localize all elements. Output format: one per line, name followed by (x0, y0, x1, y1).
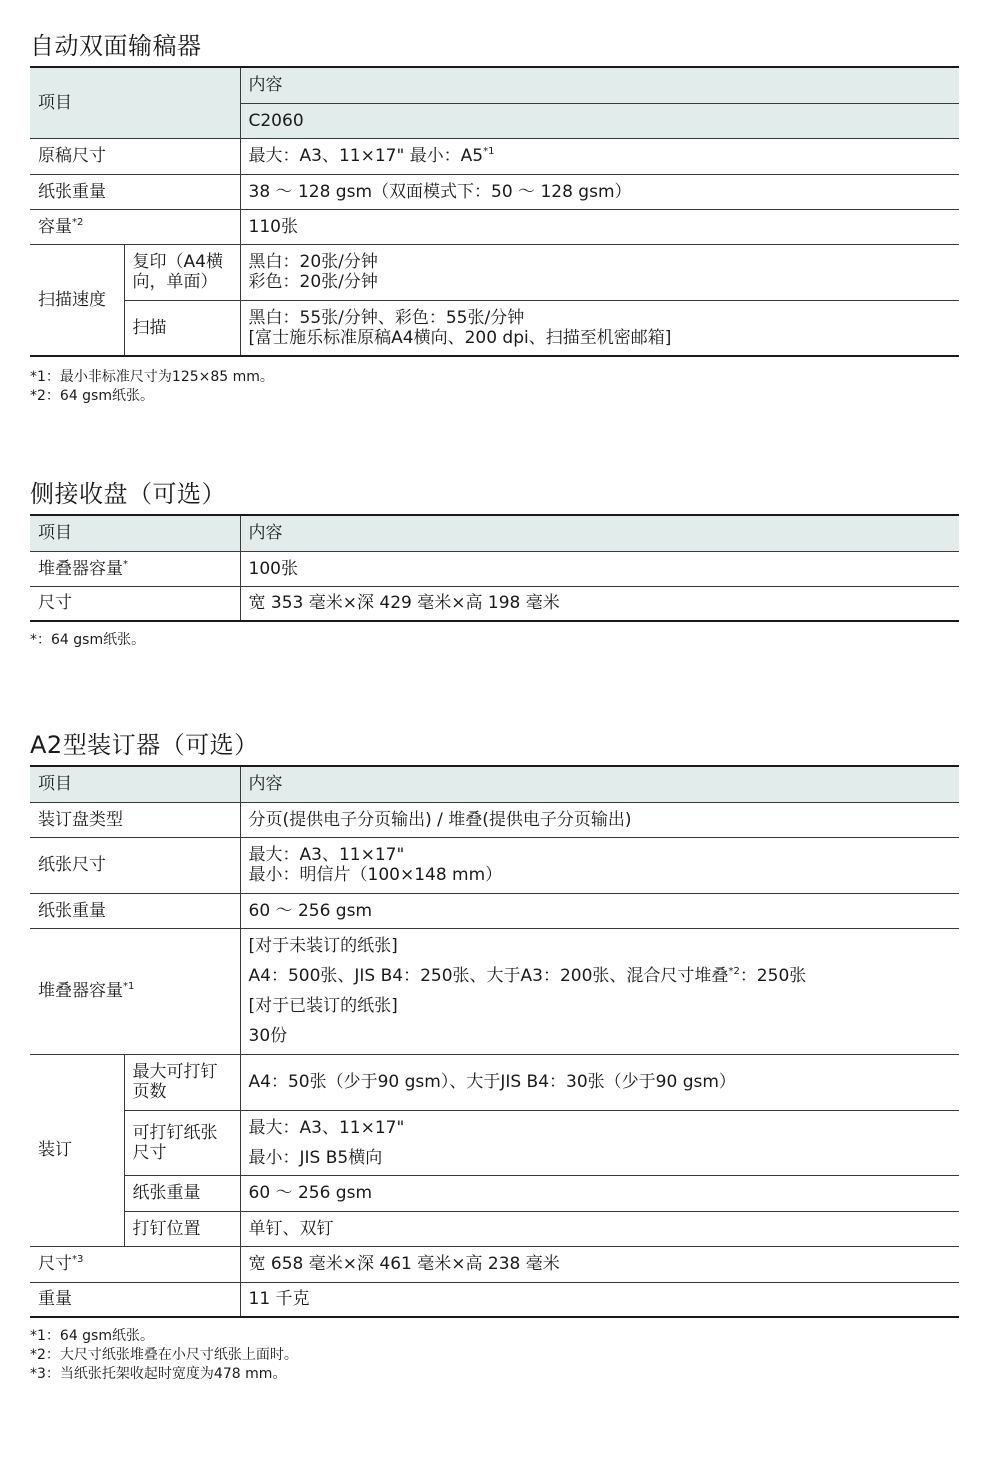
label-staple-paper-size: 可打钉纸张尺寸 (124, 1110, 240, 1175)
header-content: 内容 (240, 515, 959, 551)
adf-title: 自动双面输稿器 (30, 32, 202, 60)
footnote: *：64 gsm纸张。 (30, 632, 146, 648)
value-dimensions: 宽 353 毫米×深 429 毫米×高 198 毫米 (240, 586, 959, 621)
label-stacker-capacity: 堆叠器容量$^{*1}$ (30, 928, 240, 1054)
header-content: 内容 (240, 67, 959, 103)
side-tray-footnotes (30, 631, 145, 650)
header-content: 内容 (240, 766, 959, 802)
header-item: 项目 (30, 67, 240, 138)
value-mass: 11 千克 (240, 1282, 959, 1317)
footnote: *1：最小非标准尺寸为125×85 mm。 (30, 369, 274, 385)
label-copy-a4: 复印（A4横向，单面） (124, 244, 240, 300)
label-stacker-capacity: 堆叠器容量* (30, 551, 240, 586)
footnote: *3：当纸张托架收起时宽度为478 mm。 (30, 1366, 287, 1382)
label-tray-type: 装订盘类型 (30, 802, 240, 837)
value-staple-paper-size: 最大：A3、11×17" 最小：JIS B5横向 (240, 1110, 959, 1175)
label-scan-speed: 扫描速度 (30, 244, 124, 356)
value-max-staple-pages: A4：50张（少于90 gsm）、大于JIS B4：30张（少于90 gsm） (240, 1054, 959, 1110)
label-mass: 重量 (30, 1282, 240, 1317)
label-original-size: 原稿尺寸 (30, 138, 240, 174)
label-paper-weight: 纸张重量 (30, 893, 240, 928)
value-tray-type: 分页(提供电子分页输出) / 堆叠(提供电子分页输出) (240, 802, 959, 837)
side-tray-spec-table (30, 514, 959, 622)
value-paper-weight: 38 ～ 128 gsm（双面模式下：50 ～ 128 gsm） (240, 174, 959, 209)
side-tray-title: 侧接收盘（可选） (30, 480, 226, 508)
header-item: 项目 (30, 515, 240, 551)
label-staple-paper-weight: 纸张重量 (124, 1175, 240, 1211)
value-original-size: 最大：A3、11×17" 最小：A5$^{*1}$ (240, 138, 959, 174)
footnote: *2：64 gsm纸张。 (30, 388, 154, 404)
value-capacity: 110张 (240, 209, 959, 244)
value-stacker-capacity: 100张 (240, 551, 959, 586)
value-copy-speed: 黑白：20张/分钟 彩色：20张/分钟 (240, 244, 959, 300)
footnote: *1：64 gsm纸张。 (30, 1328, 154, 1344)
finisher-title: A2型装订器（可选） (30, 731, 259, 759)
value-staple-paper-weight: 60 ～ 256 gsm (240, 1175, 959, 1211)
finisher-spec-table (30, 765, 959, 1318)
adf-spec-table (30, 66, 959, 357)
label-max-staple-pages: 最大可打钉页数 (124, 1054, 240, 1110)
label-scan: 扫描 (124, 300, 240, 356)
value-staple-position: 单钉、双钉 (240, 1211, 959, 1246)
footnote: *2：大尺寸纸张堆叠在小尺寸纸张上面时。 (30, 1347, 298, 1363)
header-model: C2060 (240, 103, 959, 138)
label-dimensions: 尺寸 (30, 586, 240, 621)
label-paper-weight: 纸张重量 (30, 174, 240, 209)
value-scan-speed: 黑白：55张/分钟、彩色：55张/分钟 [富士施乐标准原稿A4横向、200 dpi、扫描至机密邮箱] (240, 300, 959, 356)
label-paper-size: 纸张尺寸 (30, 837, 240, 893)
label-capacity: 容量$^{*2}$ (30, 209, 240, 244)
value-paper-weight: 60 ～ 256 gsm (240, 893, 959, 928)
finisher-footnotes (30, 1327, 298, 1384)
label-staple-position: 打钉位置 (124, 1211, 240, 1246)
adf-footnotes (30, 368, 274, 406)
value-paper-size: 最大：A3、11×17" 最小：明信片（100×148 mm） (240, 837, 959, 893)
label-dimensions: 尺寸$^{*3}$ (30, 1246, 240, 1282)
header-item: 项目 (30, 766, 240, 802)
label-stapling: 装订 (30, 1054, 124, 1246)
value-dimensions: 宽 658 毫米×深 461 毫米×高 238 毫米 (240, 1246, 959, 1282)
value-stacker-capacity: [对于未装订的纸张] A4：500张、JIS B4：250张、大于A3：200张、混合尺寸堆叠$^{*2}$：250张 [对于已装订的纸张] 30份 (240, 928, 959, 1054)
